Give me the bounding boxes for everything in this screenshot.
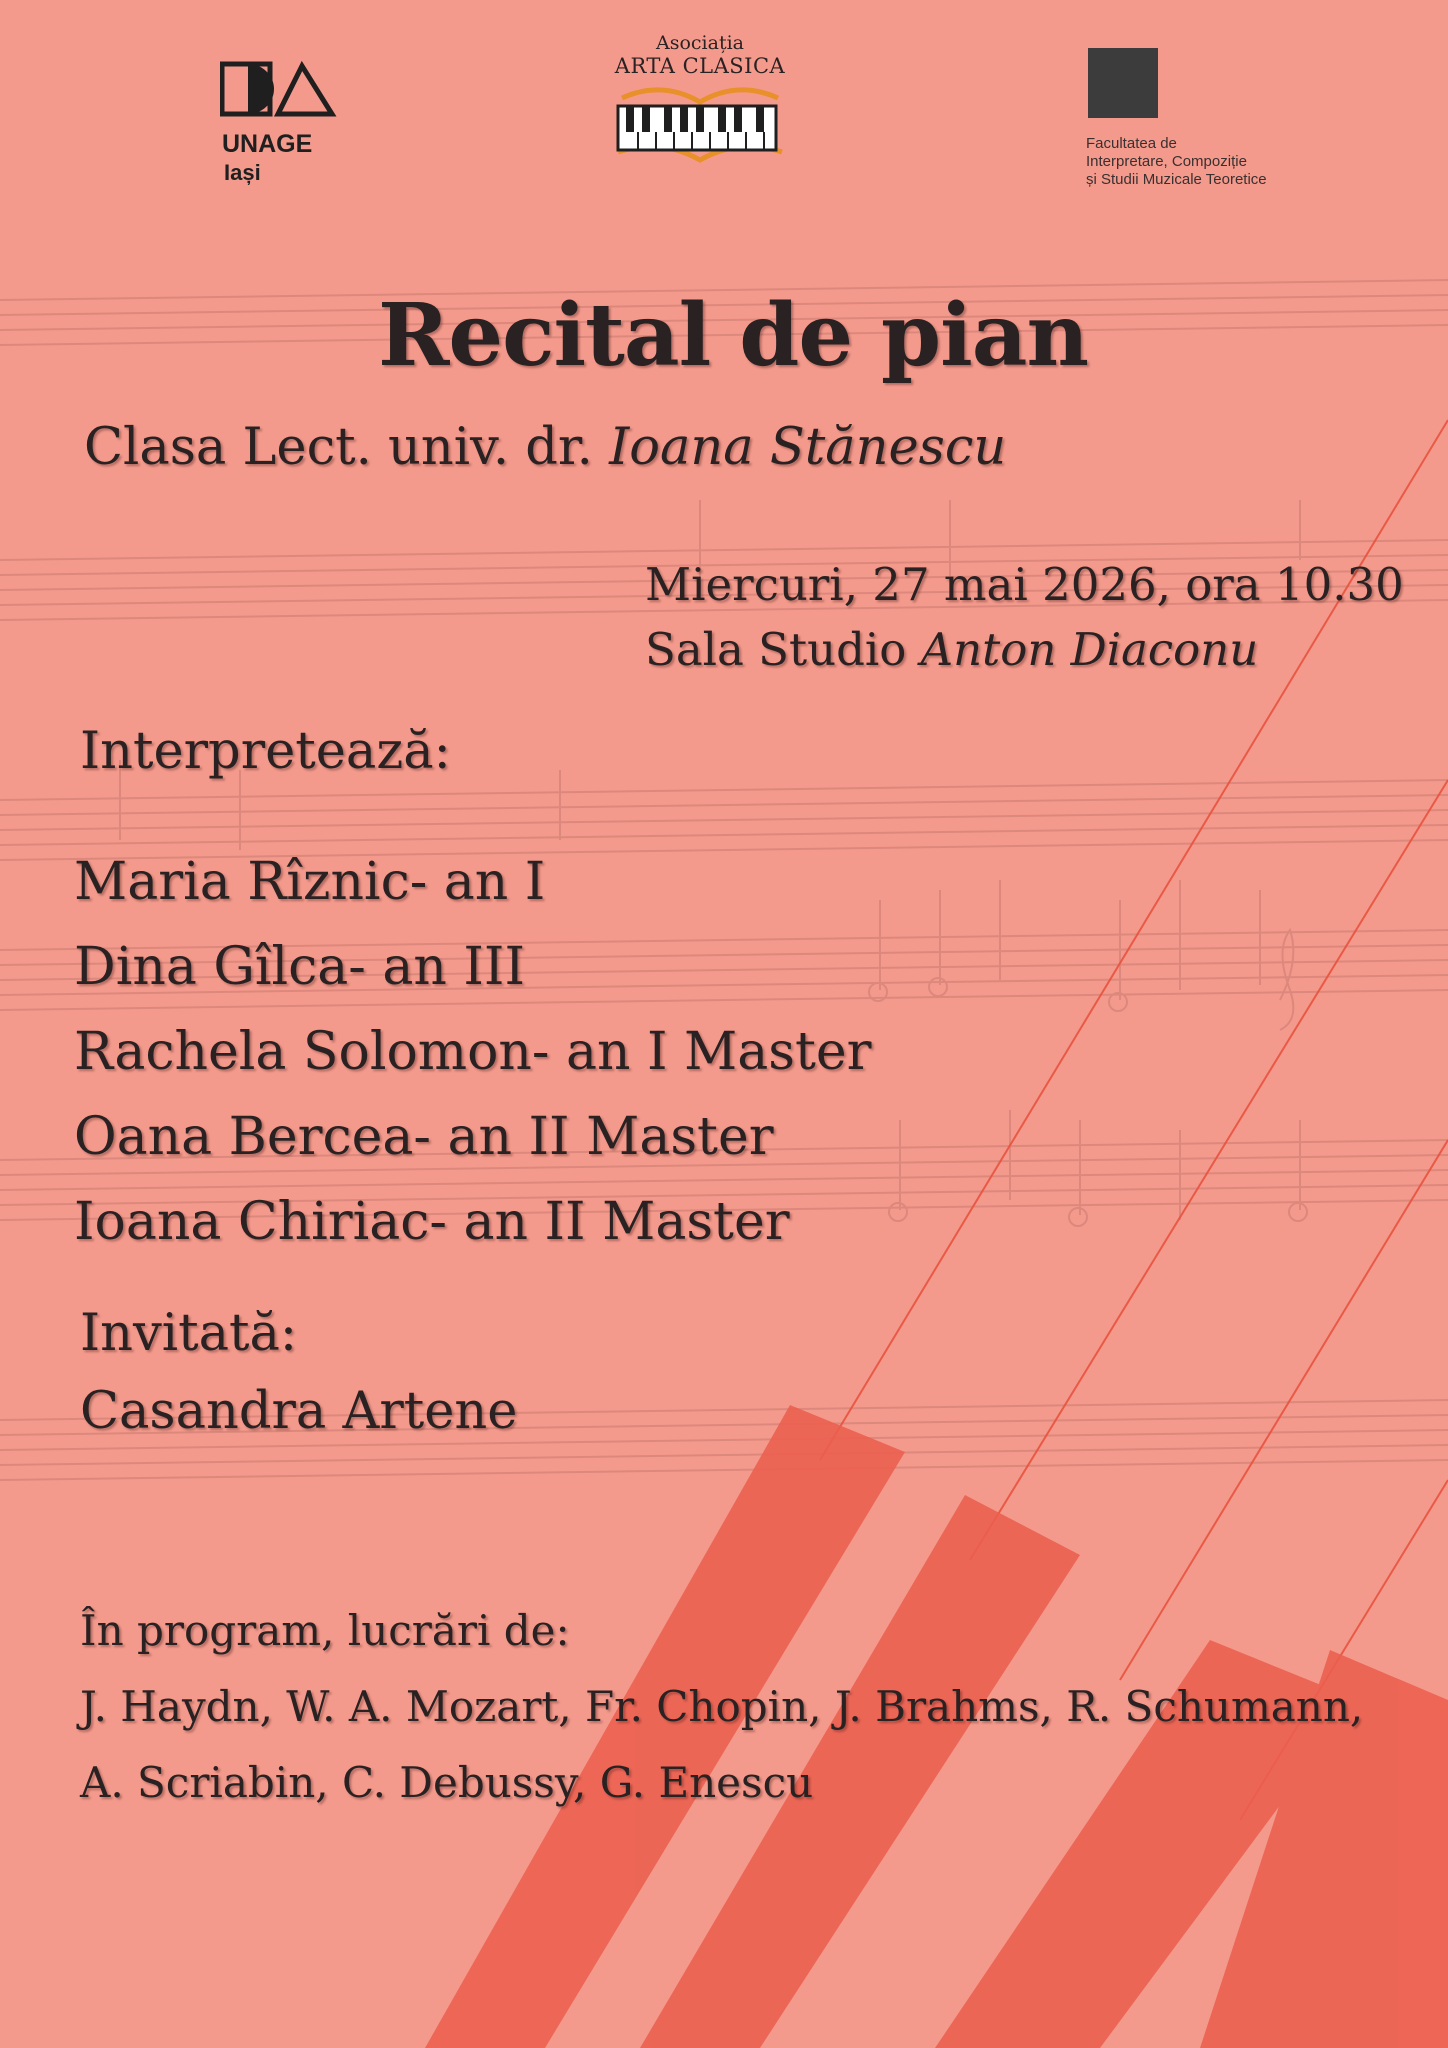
list-item: Maria Rîznic- an I xyxy=(74,852,546,912)
venue-prefix: Sala Studio xyxy=(645,623,921,676)
list-item: Rachela Solomon- an I Master xyxy=(74,1022,872,1082)
faculty-name-line: și Studii Muzicale Teoretice xyxy=(1086,171,1267,188)
list-item: Ioana Chiriac- an II Master xyxy=(74,1192,790,1252)
venue-name: Anton Diaconu xyxy=(920,623,1259,676)
class-teacher: Ioana Stănescu xyxy=(609,418,1007,477)
unage-name: UNAGE xyxy=(222,130,313,158)
faculty-logo-icon xyxy=(1088,48,1158,118)
composers-line: J. Haydn, W. A. Mozart, Fr. Chopin, J. Brahms, R. Schumann, xyxy=(80,1682,1364,1731)
event-title: Recital de pian xyxy=(377,285,1089,386)
class-prefix: Clasa Lect. univ. dr. xyxy=(84,418,610,477)
unage-logo-icon xyxy=(220,60,340,122)
faculty-name xyxy=(1086,135,1326,189)
list-item: Oana Bercea- an II Master xyxy=(74,1107,774,1167)
faculty-name-line: Interpretare, Compoziție xyxy=(1086,153,1247,170)
piano-book-logo-icon xyxy=(612,78,788,168)
association-name: ARTA CLASICA xyxy=(614,54,786,78)
unage-city: Iași xyxy=(224,160,261,185)
performers-list xyxy=(74,840,872,1265)
program-heading: În program, lucrări de: xyxy=(80,1606,570,1655)
list-item: Dina Gîlca- an III xyxy=(74,937,526,997)
faculty-name-line: Facultatea de xyxy=(1086,135,1177,152)
event-class xyxy=(84,418,1006,477)
guest-heading: Invitată: xyxy=(80,1304,298,1363)
event-venue xyxy=(645,623,1258,676)
association-label: Asociația xyxy=(656,32,744,54)
guest-name: Casandra Artene xyxy=(80,1382,518,1441)
composers-line: A. Scriabin, C. Debussy, G. Enescu xyxy=(80,1758,814,1807)
event-date-time: Miercuri, 27 mai 2026, ora 10.30 xyxy=(645,558,1404,611)
performers-heading: Interpretează: xyxy=(80,722,451,781)
